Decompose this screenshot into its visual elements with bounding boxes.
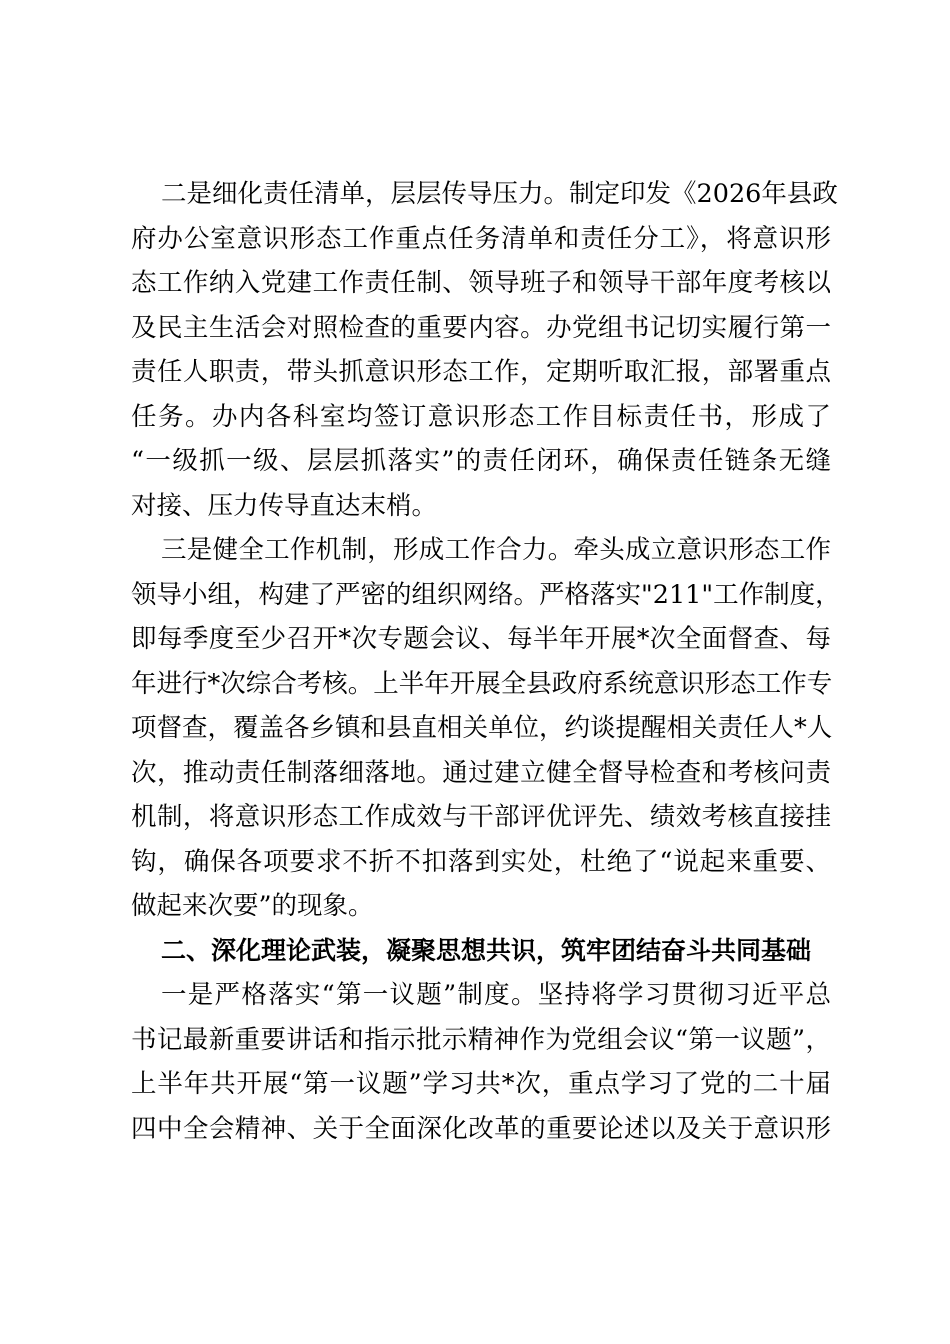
text-line: 一是严格落实“第一议题”制度。坚持将学习贯彻习近平总 xyxy=(161,980,831,1010)
text-line: “一级抓一级、层层抓落实”的责任闭环，确保责任链条无缝 xyxy=(131,446,831,476)
heading-line: 二、深化理论武装，凝聚思想共识，筑牢团结奋斗共同基础 xyxy=(161,935,812,965)
text-line: 书记最新重要讲话和指示批示精神作为党组会议“第一议题”， xyxy=(131,1024,831,1055)
text-line: 及民主生活会对照检查的重要内容。办党组书记切实履行第一 xyxy=(131,312,831,343)
text-line: 次，推动责任制落细落地。通过建立健全督导检查和考核问责 xyxy=(131,757,831,788)
text-line: 即每季度至少召开*次专题会议、每半年开展*次全面督查、每 xyxy=(131,624,831,654)
text-line: 上半年共开展“第一议题”学习共*次，重点学习了党的二十届 xyxy=(131,1069,831,1099)
text-line: 机制，将意识形态工作成效与干部评优评先、绩效考核直接挂 xyxy=(131,802,831,832)
paragraph-work-mechanism xyxy=(131,528,841,929)
text-line: 钩，确保各项要求不折不扣落到实处，杜绝了“说起来重要、 xyxy=(131,846,831,877)
text-line: 责任人职责，带头抓意识形态工作，定期听取汇报，部署重点 xyxy=(131,357,831,387)
paragraph-responsibility-list xyxy=(131,172,838,528)
text-line: 项督查，覆盖各乡镇和县直相关单位，约谈提醒相关责任人*人 xyxy=(131,713,833,743)
text-line: 四中全会精神、关于全面深化改革的重要论述以及关于意识形 xyxy=(131,1113,831,1144)
text-line: 年进行*次综合考核。上半年开展全县政府系统意识形态工作专 xyxy=(131,668,833,699)
text-line: 做起来次要”的现象。 xyxy=(131,891,374,921)
text-line: 二是细化责任清单，层层传导压力。制定印发《2026年县政 xyxy=(161,179,838,209)
text-line: 三是健全工作机制，形成工作合力。牵头成立意识形态工作 xyxy=(161,535,831,565)
document-body xyxy=(131,172,841,1151)
text-line: 领导小组，构建了严密的组织网络。严格落实"211"工作制度， xyxy=(131,579,841,610)
text-line: 态工作纳入党建工作责任制、领导班子和领导干部年度考核以 xyxy=(131,268,831,298)
text-line: 任务。办内各科室均签订意识形态工作目标责任书，形成了 xyxy=(131,401,831,432)
text-line: 对接、压力传导直达末梢。 xyxy=(131,490,438,521)
paragraph-first-topic xyxy=(131,973,831,1151)
text-line: 府办公室意识形态工作重点任务清单和责任分工》，将意识形 xyxy=(131,223,831,254)
section-heading xyxy=(131,929,831,974)
